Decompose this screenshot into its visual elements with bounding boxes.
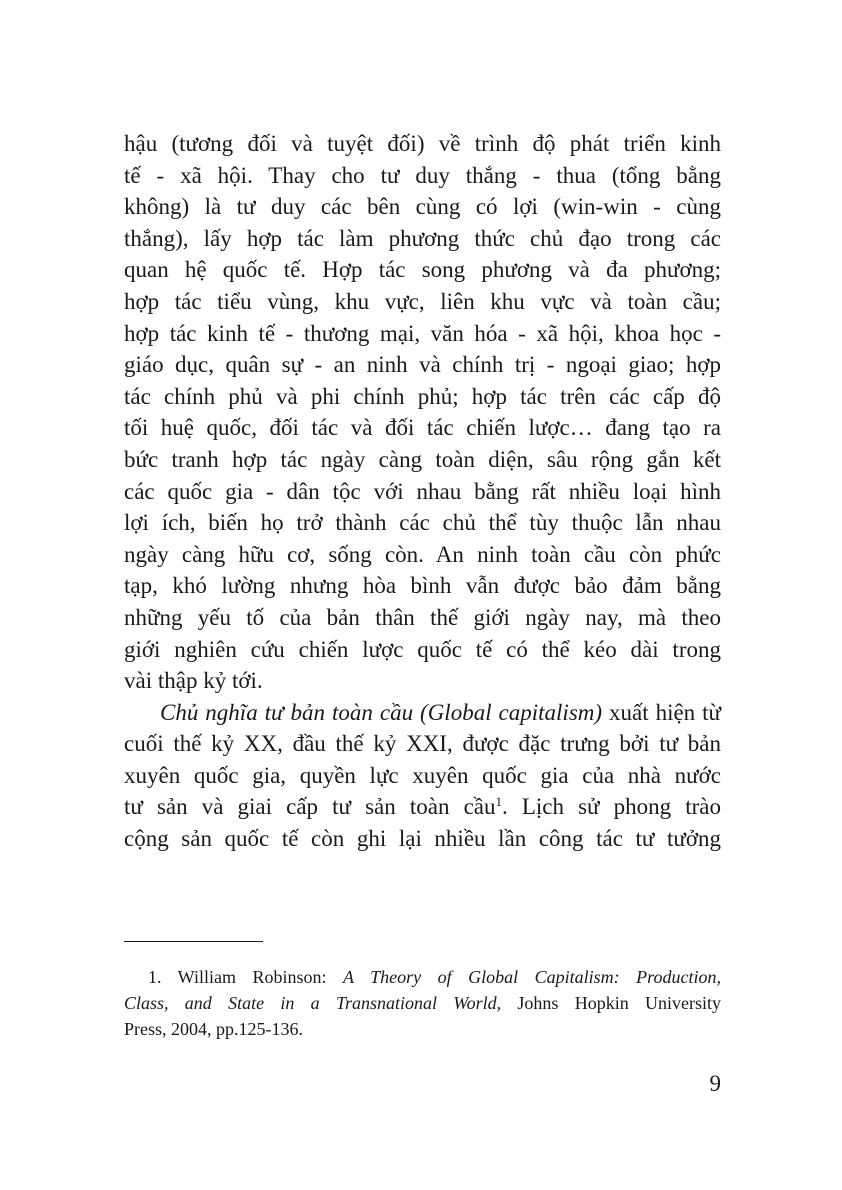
text-line: xuyên quốc gia, quyền lực xuyên quốc gia của nhà nước — [124, 762, 721, 788]
footnote-number: 1. — [148, 967, 162, 987]
text-line: tế - xã hội. Thay cho tư duy thắng - thua (tổng bằng — [124, 162, 721, 188]
text-line: cộng sản quốc tế còn ghi lại nhiều lần công tác tư tưởng — [124, 826, 721, 852]
text-line: hợp tác tiểu vùng, khu vực, liên khu vực và toàn cầu; — [124, 288, 721, 314]
text-run: tư sản và giai cấp tư sản toàn cầu — [124, 794, 496, 820]
footnote-line — [124, 990, 721, 1016]
text-line: lợi ích, biến họ trở thành các chủ thể tùy thuộc lẫn nhau — [124, 510, 721, 536]
footnote-ref[interactable]: 1 — [495, 794, 502, 810]
text-line: tạp, khó lường nhưng hòa bình vẫn được bảo đảm bằng — [124, 573, 721, 599]
text-line: hậu (tương đối và tuyệt đối) về trình độ phát triển kinh — [124, 131, 721, 156]
text-line — [124, 697, 721, 729]
footnote — [124, 964, 721, 1042]
text-line: giáo dục, quân sự - an ninh và chính trị - ngoại giao; hợp — [124, 352, 721, 378]
text-line: tác chính phủ và phi chính phủ; hợp tác trên các cấp độ — [124, 383, 721, 409]
text-line: không) là tư duy các bên cùng có lợi (win-win - cùng — [124, 194, 721, 220]
footnote-line — [124, 964, 721, 990]
text-line: thắng), lấy hợp tác làm phương thức chủ đạo trong các — [124, 225, 721, 251]
text-line: bức tranh hợp tác ngày càng toàn diện, sâu rộng gắn kết — [124, 446, 721, 472]
text-line: giới nghiên cứu chiến lược quốc tế có thể kéo dài trong — [124, 636, 721, 662]
footnote-publisher: Johns Hopkin University — [501, 993, 722, 1013]
text-line: cuối thế kỷ XX, đầu thế kỷ XXI, được đặc trưng bởi tư bản — [124, 731, 721, 757]
text-run: xuất hiện từ — [602, 699, 721, 725]
footnote-author: William Robinson: — [161, 967, 343, 987]
paragraph-1 — [124, 128, 721, 697]
text-line: tối huệ quốc, đối tác và đối tác chiến lược… đang tạo ra — [124, 415, 721, 441]
text-line: quan hệ quốc tế. Hợp tác song phương và đa phương; — [124, 257, 721, 283]
footnote-separator — [124, 941, 263, 942]
text-line: ngày càng hữu cơ, sống còn. An ninh toàn cầu còn phức — [124, 541, 721, 567]
paragraph-2 — [124, 697, 721, 855]
text-line: vài thập kỷ tới. — [124, 668, 263, 694]
footnote-title: Class, and State in a Transnational World, — [124, 993, 502, 1013]
text-line — [124, 791, 721, 823]
text-line: những yếu tố của bản thân thế giới ngày nay, mà theo — [124, 604, 721, 630]
footnote-line: Press, 2004, pp.125-136. — [124, 1019, 303, 1039]
page-number: 9 — [709, 1071, 721, 1096]
text-run: . Lịch sử phong trào — [502, 794, 721, 820]
footnote-title: A Theory of Global Capitalism: Production, — [342, 967, 721, 987]
text-line: các quốc gia - dân tộc với nhau bằng rất nhiều loại hình — [124, 478, 721, 504]
italic-term: Chủ nghĩa tư bản toàn cầu (Global capitalism) — [160, 699, 603, 725]
main-text — [124, 128, 721, 855]
text-line: hợp tác kinh tế - thương mại, văn hóa - xã hội, khoa học - — [124, 320, 721, 346]
